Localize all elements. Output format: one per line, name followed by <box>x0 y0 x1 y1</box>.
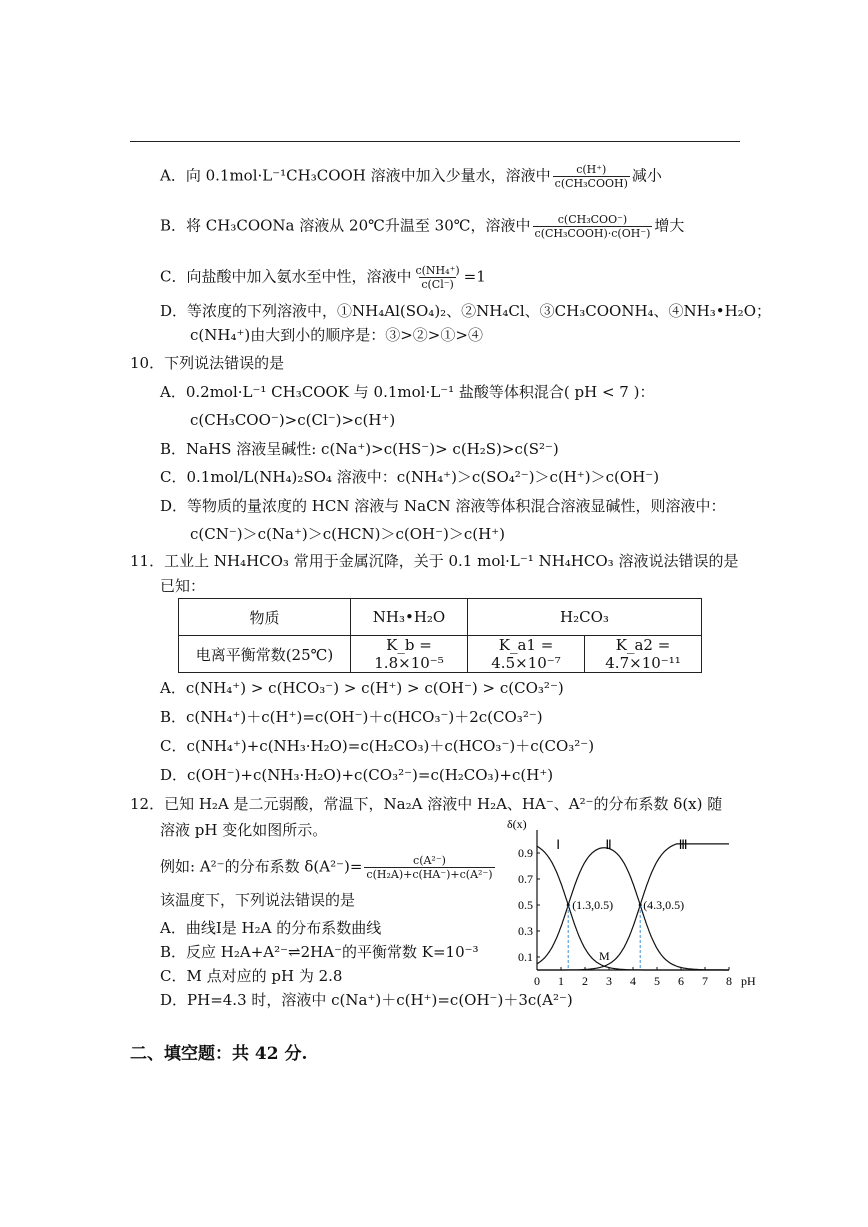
q12-option-d: D．PH=4.3 时，溶液中 c(Na⁺)＋c(H⁺)=c(OH⁻)＋3c(A²⁻) <box>160 991 573 1009</box>
q10-option-d-line2: c(CN⁻)＞c(Na⁺)＞c(HCN)＞c(OH⁻)＞c(H⁺) <box>190 525 506 543</box>
annotation-label: M <box>599 949 610 964</box>
distribution-chart <box>500 810 770 995</box>
q12-stem-line1: 12．已知 H₂A 是二元弱酸，常温下，Na₂A 溶液中 H₂A、HA⁻、A²⁻的分布系数 δ(x) 随 <box>130 795 723 813</box>
table-row <box>179 636 702 673</box>
x-tick-label: 4 <box>630 974 636 988</box>
table-cell: 电离平衡常数(25℃) <box>179 636 351 673</box>
table-cell: K_a1 = 4.5×10⁻⁷ <box>468 636 585 673</box>
x-axis-label: pH <box>741 974 756 988</box>
x-tick-label: 3 <box>606 974 612 988</box>
table-cell: K_a2 = 4.7×10⁻¹¹ <box>585 636 702 673</box>
q9-option-d-line1: D．等浓度的下列溶液中，①NH₄Al(SO₄)₂、②NH₄Cl、③CH₃COONH₄、④NH₃•H₂O； <box>160 302 771 320</box>
table-cell: K_b = 1.8×10⁻⁵ <box>351 636 468 673</box>
section-2-title: 二、填空题：共 42 分. <box>130 1044 308 1064</box>
q12-option-b: B．反应 H₂A+A²⁻⇌2HA⁻的平衡常数 K=10⁻³ <box>160 943 479 961</box>
table-cell: 物质 <box>179 599 351 636</box>
q10-option-c: C．0.1mol/L(NH₄)₂SO₄ 溶液中：c(NH₄⁺)＞c(SO₄²⁻)＞c(H⁺)＞c(OH⁻) <box>160 468 660 486</box>
q10-option-a-line1: A．0.2mol·L⁻¹ CH₃COOK 与 0.1mol·L⁻¹ 盐酸等体积混合( pH < 7 )： <box>160 383 655 401</box>
y-tick-label: 0.7 <box>518 872 533 886</box>
annotation-label: (1.3,0.5) <box>572 898 614 912</box>
q11-option-c: C．c(NH₄⁺)+c(NH₃·H₂O)=c(H₂CO₃)＋c(HCO₃⁻)＋c(CO₃²⁻) <box>160 737 595 755</box>
q12-stem-line2: 溶液 pH 变化如图所示。 <box>160 821 328 839</box>
q10-stem: 10．下列说法错误的是 <box>130 354 285 372</box>
q12-example-fraction: $\frac{\text{c(A²⁻)}}{\text{c(H₂A)+c(HA⁻)+c(A²⁻)}}$ <box>366 854 493 881</box>
q12-example: 例如: A²⁻的分布系数 δ(A²⁻)= $\frac{\text{c(A²⁻)}}{\text{c(H₂A)+c(HA⁻)+c(A²⁻)}}$ <box>160 854 493 881</box>
y-tick-label: 0.1 <box>518 950 533 964</box>
series-label: Ⅱ <box>605 837 612 853</box>
x-tick-label: 0 <box>534 974 540 988</box>
table-cell: H₂CO₃ <box>468 599 702 636</box>
table-row <box>179 599 702 636</box>
q11-known: 已知： <box>160 577 206 595</box>
table-cell: NH₃•H₂O <box>351 599 468 636</box>
series-curve-1 <box>537 846 729 970</box>
q11-option-a: A．c(NH₄⁺) > c(HCO₃⁻) > c(H⁺) > c(OH⁻) > c(CO₃²⁻) <box>160 679 564 697</box>
constants-table <box>178 598 702 673</box>
y-tick-label: 0.9 <box>518 846 533 860</box>
q9-a-fraction: $\frac{c(H^+)}{\text{c(CH₃COOH)}}$ <box>554 163 628 190</box>
q10-option-d-line1: D．等物质的量浓度的 HCN 溶液与 NaCN 溶液等体积混合溶液显碱性，则溶液中： <box>160 497 726 515</box>
x-tick-label: 6 <box>678 974 684 988</box>
x-tick-label: 1 <box>558 974 564 988</box>
annotation-label: (4.3,0.5) <box>643 898 685 912</box>
q11-option-b: B．c(NH₄⁺)＋c(H⁺)=c(OH⁻)＋c(HCO₃⁻)＋2c(CO₃²⁻) <box>160 708 543 726</box>
q9-c-fraction: $\frac{\text{c(NH₄⁺)}}{c(Cl^-)}$ <box>415 264 460 291</box>
q9-option-b: B．将 CH₃COONa 溶液从 20℃升温至 30℃，溶液中 $\frac{\text{c(CH₃COO⁻)}}{\text{c(CH₃COOH)·c(OH⁻)}}$ 增大 <box>160 213 685 240</box>
q11-option-d: D．c(OH⁻)+c(NH₃·H₂O)+c(CO₃²⁻)=c(H₂CO₃)+c(H⁺) <box>160 766 554 784</box>
y-tick-label: 0.3 <box>518 924 533 938</box>
y-tick-label: 0.5 <box>518 898 533 912</box>
q11-stem: 11．工业上 NH₄HCO₃ 常用于金属沉降，关于 0.1 mol·L⁻¹ NH₄HCO₃ 溶液说法错误的是 <box>130 552 739 570</box>
x-tick-label: 7 <box>702 974 708 988</box>
q10-option-a-line2: c(CH₃COO⁻)>c(Cl⁻)>c(H⁺) <box>190 411 396 429</box>
q9-option-d-line2: c(NH₄⁺)由大到小的顺序是：③>②>①>④ <box>190 326 483 344</box>
q9-b-fraction: $\frac{\text{c(CH₃COO⁻)}}{\text{c(CH₃COOH)·c(OH⁻)}}$ <box>534 213 651 240</box>
q12-option-c: C．M 点对应的 pH 为 2.8 <box>160 967 343 985</box>
crosspoint-dot <box>639 904 642 907</box>
x-tick-label: 5 <box>654 974 660 988</box>
series-label: Ⅰ <box>556 837 561 853</box>
header-rule <box>130 141 740 142</box>
series-curve-3 <box>537 844 729 970</box>
q9-option-a: A．向 0.1mol·L⁻¹CH₃COOH 溶液中加入少量水，溶液中 $\frac{c(H^+)}{\text{c(CH₃COOH)}}$ 减小 <box>160 163 662 190</box>
crosspoint-dot <box>567 904 570 907</box>
x-tick-label: 2 <box>582 974 588 988</box>
q10-option-b: B．NaHS 溶液呈碱性: c(Na⁺)>c(HS⁻)> c(H₂S)>c(S²⁻) <box>160 440 559 458</box>
q12-option-a: A．曲线Ⅰ是 H₂A 的分布系数曲线 <box>160 919 382 937</box>
q9-option-c: C．向盐酸中加入氨水至中性，溶液中 $\frac{\text{c(NH₄⁺)}}{c(Cl^-)}$ =1 <box>160 264 486 291</box>
q12-condition: 该温度下，下列说法错误的是 <box>160 891 356 909</box>
series-label: Ⅲ <box>678 837 688 853</box>
x-tick-label: 8 <box>726 974 732 988</box>
series-curve-2 <box>537 848 729 970</box>
y-axis-label: δ(x) <box>507 817 527 831</box>
